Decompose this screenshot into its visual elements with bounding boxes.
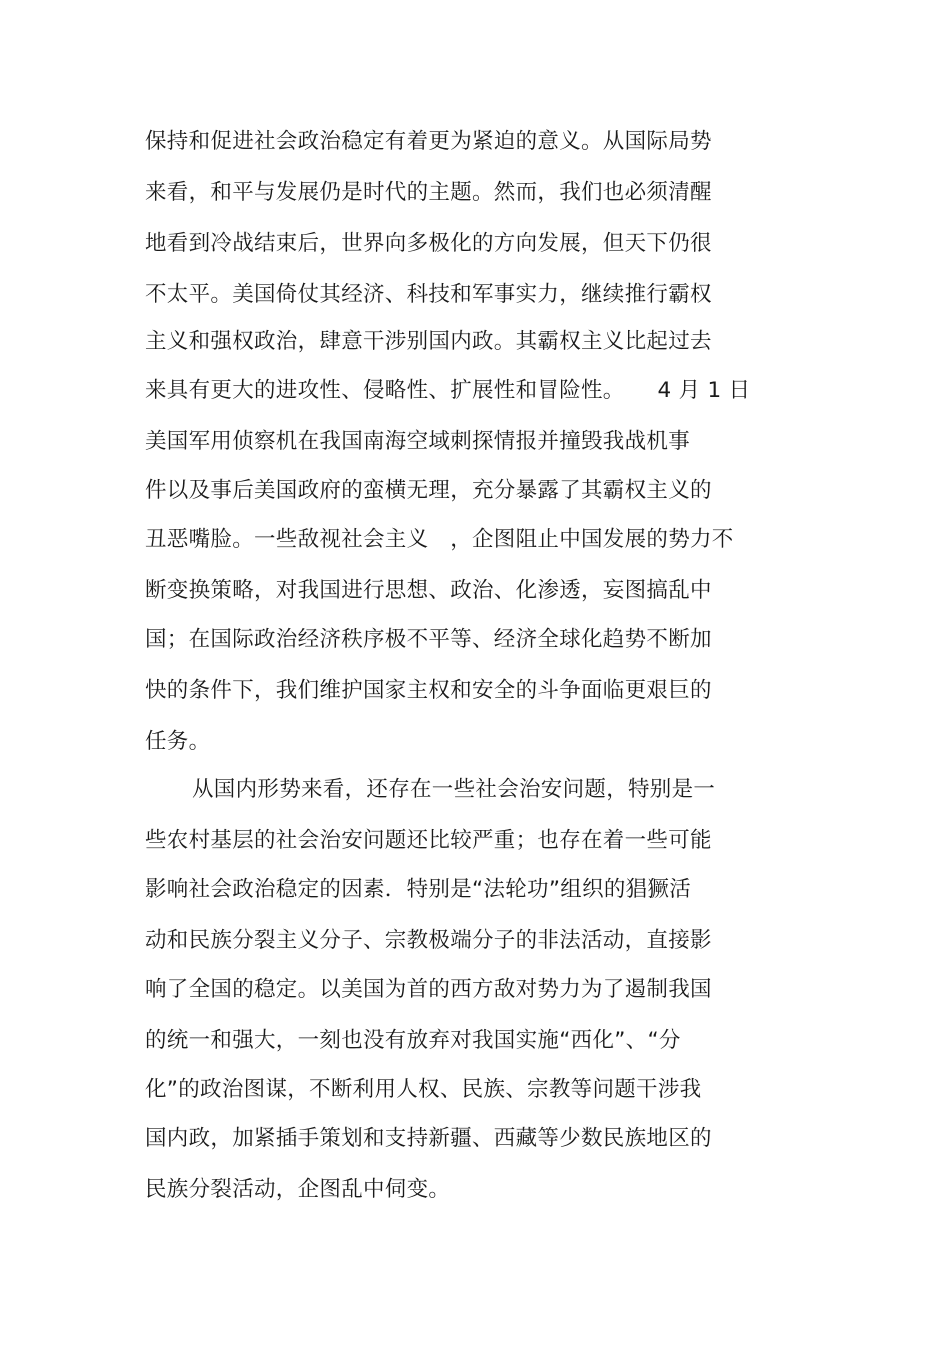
text-line: 主义和强权政治，肆意干涉别国内政。其霸权主义比起过去 [145, 329, 712, 354]
text-line: 的统一和强大，一刻也没有放弃对我国实施“西化”、“分 [145, 1028, 681, 1053]
text-line: 国；在国际政治经济秩序极不平等、经济全球化趋势不断加 [145, 627, 712, 652]
text-line: 不太平。美国倚仗其经济、科技和军事实力，继续推行霸权 [145, 282, 712, 307]
text-line: 快的条件下，我们维护国家主权和安全的斗争面临更艰巨的 [145, 678, 712, 703]
text-line: 件以及事后美国政府的蛮横无理，充分暴露了其霸权主义的 [145, 478, 712, 503]
text-line: 断变换策略，对我国进行思想、政治、化渗透，妄图搞乱中 [145, 578, 712, 603]
text-line: 响了全国的稳定。以美国为首的西方敌对势力为了遏制我国 [145, 977, 712, 1002]
text-line: 美国军用侦察机在我国南海空域刺探情报并撞毁我战机事 [145, 429, 691, 454]
text-line: 化”的政治图谋，不断利用人权、民族、宗教等问题干涉我 [145, 1077, 702, 1102]
text-line: 来看，和平与发展仍是时代的主题。然而，我们也必须清醒 [145, 180, 712, 205]
text-line: 动和民族分裂主义分子、宗教极端分子的非法活动，直接影 [145, 928, 712, 953]
text-line: 些农村基层的社会治安问题还比较严重；也存在着一些可能 [145, 828, 712, 853]
text-line: 国内政，加紧插手策划和支持新疆、西藏等少数民族地区的 [145, 1126, 712, 1151]
text-line: 来具有更大的进攻性、侵略性、扩展性和冒险性。 4 月 1 日 [145, 378, 751, 403]
text-line: 丑恶嘴脸。一些敌视社会主义 ，企图阻止中国发展的势力不 [145, 527, 734, 552]
text-line: 地看到冷战结束后，世界向多极化的方向发展，但天下仍很 [145, 231, 712, 256]
text-line: 民族分裂活动，企图乱中伺变。 [145, 1177, 451, 1202]
text-line: 保持和促进社会政治稳定有着更为紧迫的意义。从国际局势 [145, 129, 712, 154]
text-line: 影响社会政治稳定的因素．特别是“法轮功”组织的猖獗活 [145, 877, 692, 902]
text-line-indented: 从国内形势来看，还存在一些社会治安问题，特别是一 [192, 777, 716, 802]
text-line: 任务。 [145, 729, 211, 754]
